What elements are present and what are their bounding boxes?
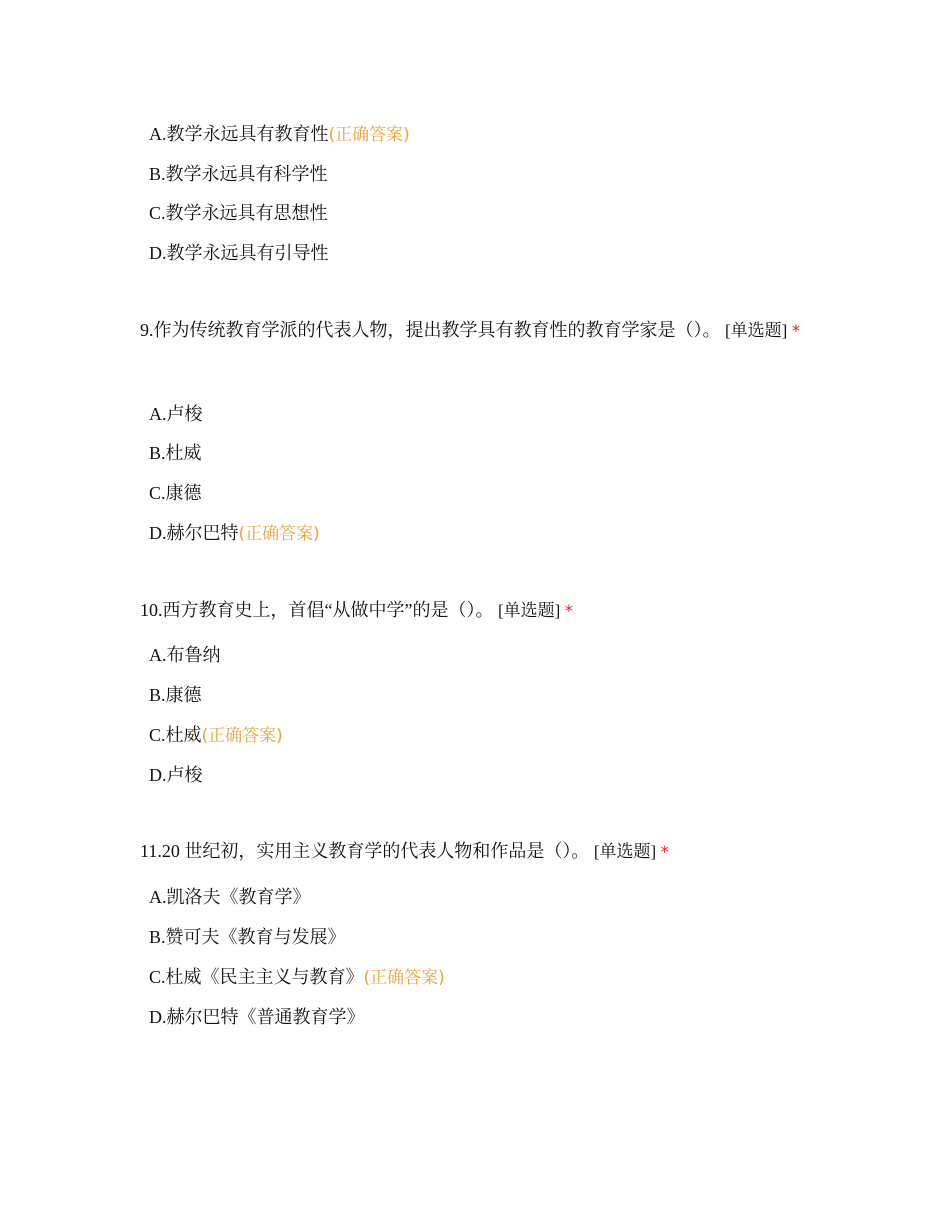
q9-option-d (149, 521, 320, 546)
option-label: A.卢梭 (149, 404, 203, 424)
option-label: A.教学永远具有教育性 (149, 124, 329, 144)
q9-option-c (149, 481, 202, 505)
required-marker: * (564, 601, 573, 620)
q11-option-b (149, 925, 346, 949)
q9-option-b (149, 441, 202, 465)
option-label: D.教学永远具有引导性 (149, 243, 329, 263)
correct-answer-mark: (正确答案) (363, 968, 445, 988)
q10-option-a (149, 643, 221, 667)
q11-option-d (149, 1005, 365, 1029)
q11-question-text (140, 832, 820, 871)
correct-answer-mark: (正确答案) (328, 125, 410, 145)
option-label: C.教学永远具有思想性 (149, 203, 328, 223)
q9-option-a (149, 402, 203, 426)
option-label: B.康德 (149, 685, 202, 705)
option-label: D.卢梭 (149, 765, 203, 785)
required-marker: * (660, 842, 669, 861)
q11-option-a (149, 885, 311, 909)
q8-option-d (149, 241, 329, 265)
required-marker: * (791, 321, 800, 340)
q8-option-a (149, 122, 410, 147)
correct-answer-mark: (正确答案) (238, 524, 320, 544)
option-label: A.布鲁纳 (149, 645, 221, 665)
q10-option-b (149, 683, 202, 707)
question-type-tag: [单选题] (593, 842, 657, 861)
q10-option-c (149, 723, 283, 748)
question-stem: 11.20 世纪初，实用主义教育学的代表人物和作品是（）。 (140, 841, 590, 861)
option-label: C.康德 (149, 483, 202, 503)
question-stem: 9.作为传统教育学派的代表人物，提出教学具有教育性的教育学家是（）。 (140, 320, 721, 340)
question-type-tag: [单选题] (725, 321, 788, 340)
q9-question-text (140, 311, 820, 350)
option-label: B.教学永远具有科学性 (149, 164, 328, 184)
q8-option-b (149, 162, 328, 186)
question-type-tag: [单选题] (497, 601, 561, 620)
option-label: C.杜威 (149, 725, 202, 745)
option-label: A.凯洛夫《教育学》 (149, 887, 311, 907)
q10-option-d (149, 763, 203, 787)
question-stem: 10.西方教育史上，首倡“从做中学”的是（）。 (140, 600, 494, 620)
option-label: B.赞可夫《教育与发展》 (149, 927, 346, 947)
q8-option-c (149, 201, 328, 225)
option-label: B.杜威 (149, 443, 202, 463)
option-label: C.杜威《民主主义与教育》 (149, 967, 364, 987)
correct-answer-mark: (正确答案) (201, 726, 283, 746)
q10-question-text (140, 591, 820, 630)
option-label: D.赫尔巴特《普通教育学》 (149, 1007, 365, 1027)
q11-option-c (149, 965, 445, 990)
option-label: D.赫尔巴特 (149, 523, 239, 543)
